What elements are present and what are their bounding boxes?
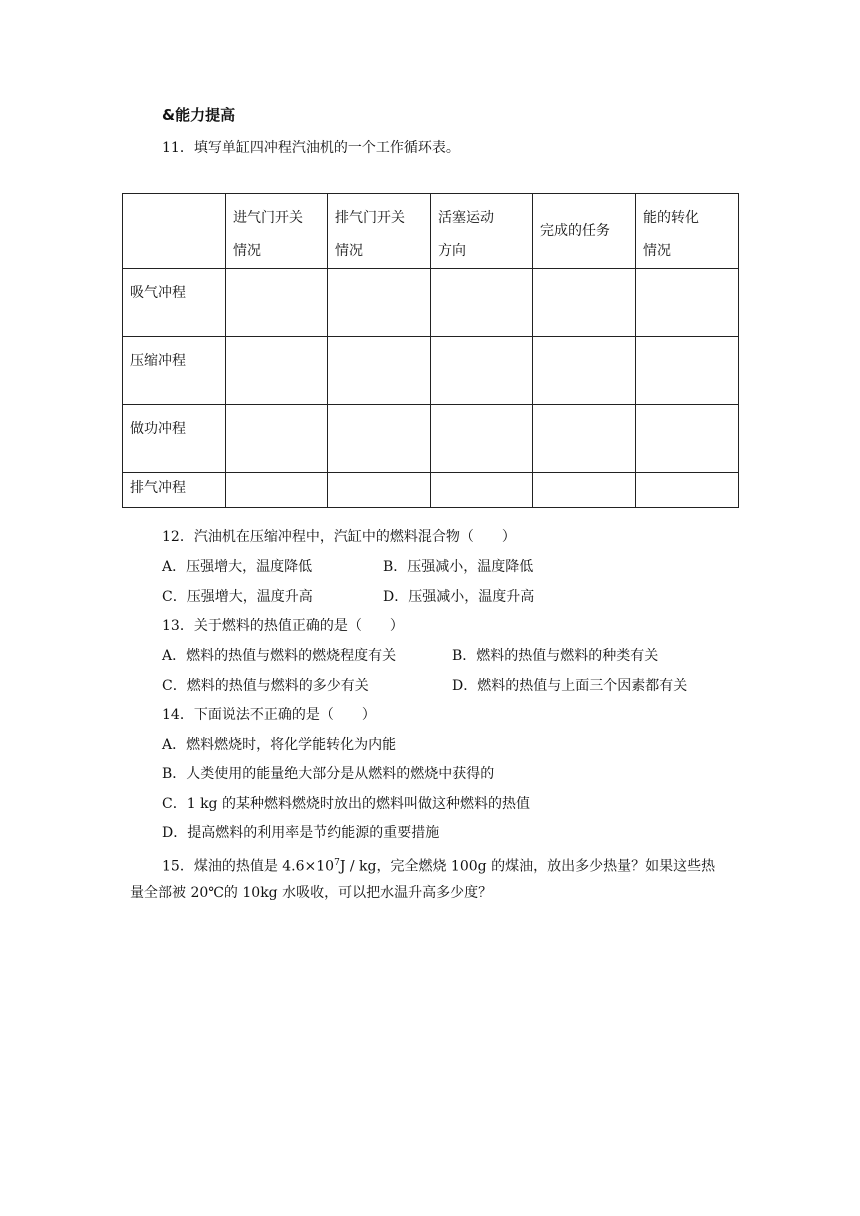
answer-cell — [636, 269, 739, 337]
answer-cell — [226, 269, 328, 337]
answer-cell — [431, 269, 533, 337]
answer-cell — [328, 473, 431, 508]
q14-prompt: 14．下面说法不正确的是（ ） — [162, 707, 376, 723]
answer-cell — [431, 473, 533, 508]
answer-cell — [328, 269, 431, 337]
answer-cell — [533, 337, 636, 405]
answer-cell — [226, 473, 328, 508]
answer-cell — [533, 269, 636, 337]
q12-prompt: 12．汽油机在压缩冲程中，汽缸中的燃料混合物（ ） — [162, 529, 516, 545]
header-cell-blank — [123, 194, 226, 269]
q13-prompt: 13．关于燃料的热值正确的是（ ） — [162, 618, 404, 634]
q12-option-b: B．压强减小，温度降低 — [383, 559, 534, 575]
exponent: 7 — [334, 858, 340, 868]
table-row — [123, 473, 739, 508]
q14-option-a: A．燃料燃烧时，将化学能转化为内能 — [162, 737, 397, 753]
engine-cycle-table — [122, 193, 739, 508]
answer-cell — [226, 405, 328, 473]
header-cell-piston-direction: 活塞运动 方向 — [431, 194, 533, 269]
answer-cell — [636, 337, 739, 405]
answer-cell — [533, 405, 636, 473]
row-label-power-stroke: 做功冲程 — [123, 405, 226, 473]
q12-option-a: A．压强增大，温度降低 — [162, 559, 313, 575]
table-row — [123, 269, 739, 337]
q13-option-b: B．燃料的热值与燃料的种类有关 — [452, 648, 659, 664]
q14-option-b: B．人类使用的能量绝大部分是从燃料的燃烧中获得的 — [162, 766, 495, 782]
q13-option-c: C．燃料的热值与燃料的多少有关 — [162, 678, 369, 694]
row-label-intake-stroke: 吸气冲程 — [123, 269, 226, 337]
q14-option-c: C．1 kg 的某种燃料燃烧时放出的燃料叫做这种燃料的热值 — [162, 796, 530, 812]
answer-cell — [636, 473, 739, 508]
answer-cell — [328, 337, 431, 405]
q11-prompt: 11．填写单缸四冲程汽油机的一个工作循环表。 — [162, 140, 460, 156]
answer-cell — [636, 405, 739, 473]
header-cell-exhaust-valve: 排气门开关 情况 — [328, 194, 431, 269]
header-cell-energy-conversion: 能的转化 情况 — [636, 194, 739, 269]
table-row — [123, 405, 739, 473]
answer-cell — [328, 405, 431, 473]
q12-option-c: C．压强增大，温度升高 — [162, 589, 313, 605]
q14-option-d: D．提高燃料的利用率是节约能源的重要措施 — [162, 825, 440, 841]
header-cell-intake-valve: 进气门开关 情况 — [226, 194, 328, 269]
section-heading: &能力提高 — [162, 106, 236, 124]
table-header-row — [123, 194, 739, 269]
row-label-exhaust-stroke: 排气冲程 — [123, 473, 226, 508]
answer-cell — [226, 337, 328, 405]
q15-line-1: 15．煤油的热值是 $4.6\times 10^7J$ / kg，完全燃烧 100g 的煤油，放出多少热量？如果这些热 — [162, 858, 716, 875]
answer-cell — [431, 337, 533, 405]
q13-option-d: D．燃料的热值与上面三个因素都有关 — [452, 678, 688, 694]
q13-option-a: A．燃料的热值与燃料的燃烧程度有关 — [162, 648, 397, 664]
row-label-compression-stroke: 压缩冲程 — [123, 337, 226, 405]
header-cell-task: 完成的任务 — [533, 194, 636, 269]
q12-option-d: D．压强减小，温度升高 — [383, 589, 535, 605]
answer-cell — [431, 405, 533, 473]
table-row — [123, 337, 739, 405]
answer-cell — [533, 473, 636, 508]
q15-line-2: 量全部被 20℃的 10kg 水吸收，可以把水温升高多少度？ — [130, 885, 493, 901]
